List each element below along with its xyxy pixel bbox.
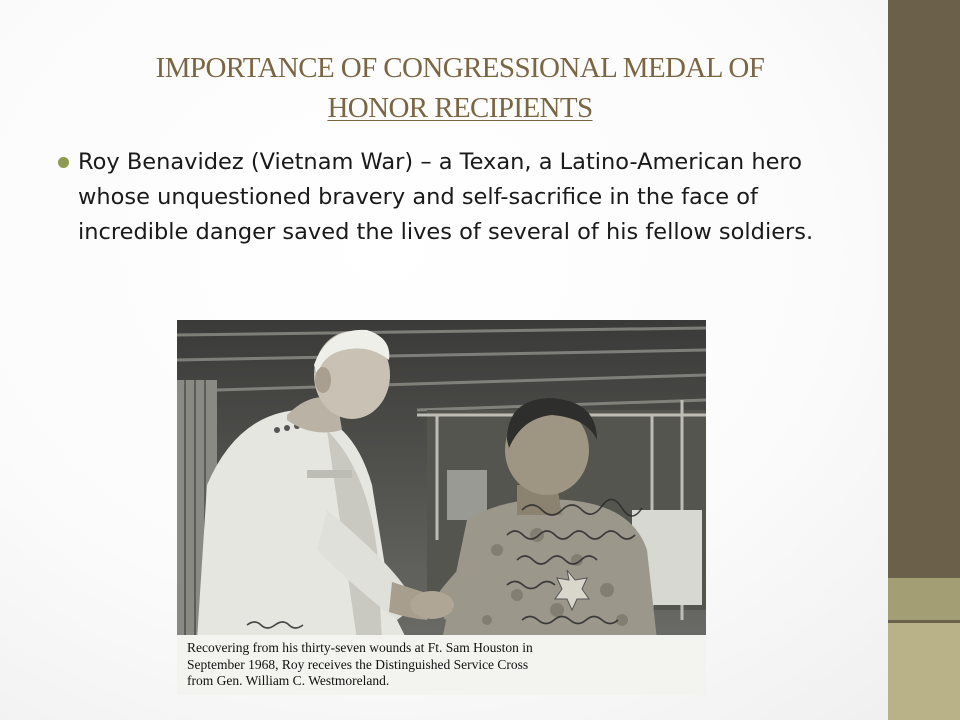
- caption-line-1: Recovering from his thirty-seven wounds at Ft. Sam Houston in: [187, 640, 533, 655]
- bullet-dot-icon: [58, 157, 69, 168]
- sidebar-accent-bottom: [888, 623, 960, 720]
- title-line-1: IMPORTANCE OF CONGRESSIONAL MEDAL OF: [155, 52, 765, 84]
- slide-title: [70, 48, 850, 128]
- sidebar-decoration: [888, 0, 960, 720]
- photo-caption: [187, 640, 702, 690]
- historical-photo: [177, 320, 706, 695]
- photo-illustration: [177, 320, 706, 695]
- title-line-2: HONOR RECIPIENTS: [327, 92, 593, 124]
- sidebar-accent-top: [888, 578, 960, 620]
- bullet-text: Roy Benavidez (Vietnam War) – a Texan, a Latino-American hero whose unquestioned bravery and self-sacrifice in the face of incredible danger saved the lives of several of his fellow soldiers.: [78, 149, 814, 245]
- caption-line-2: September 1968, Roy receives the Distinguished Service Cross: [187, 656, 529, 672]
- caption-line-3: from Gen. William C. Westmoreland.: [187, 673, 390, 688]
